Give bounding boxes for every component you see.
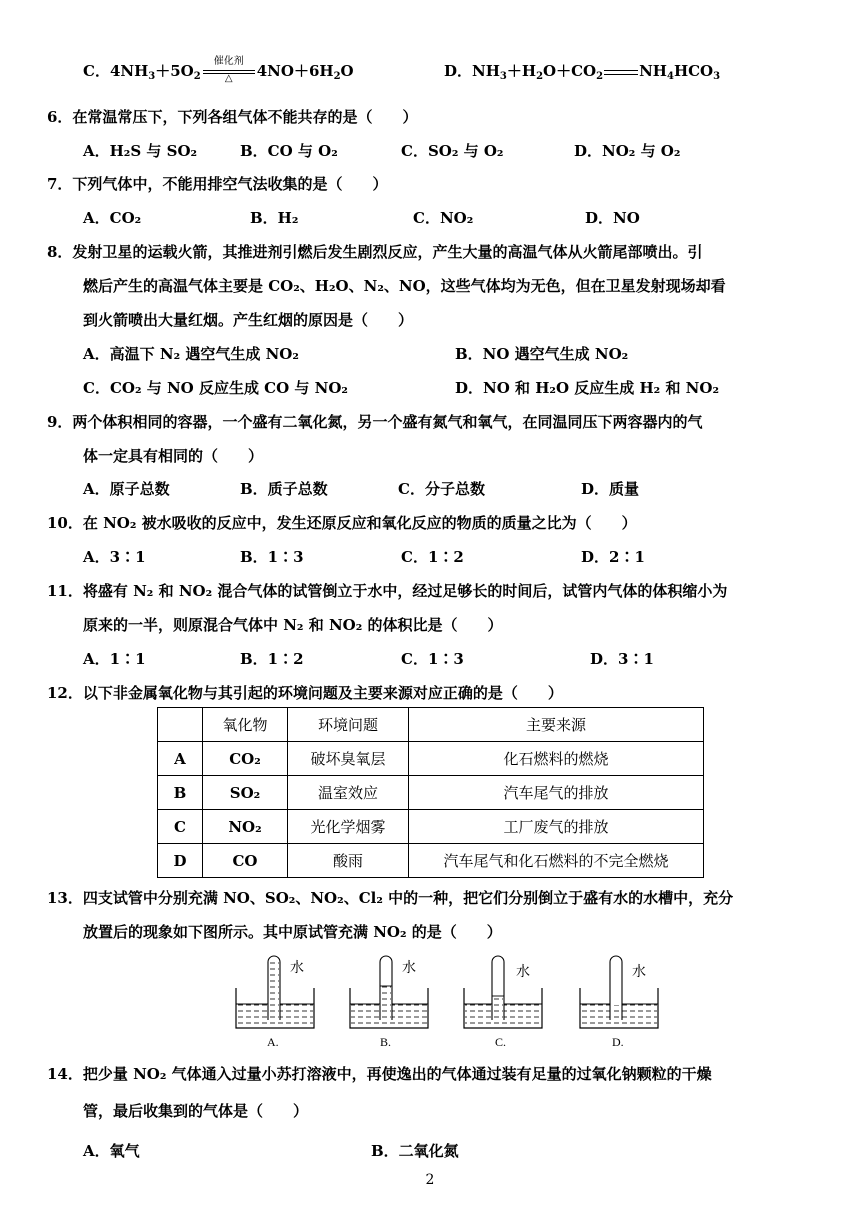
q13-stem-line2: 放置后的现象如下图所示。其中原试管充满 NO₂ 的是（ ） [83, 923, 502, 941]
table-cell: 汽车尾气的排放 [409, 776, 704, 810]
q14-stem-line1: 14．把少量 NO₂ 气体通入过量小苏打溶液中，再使逸出的气体通过装有足量的过氧化钠颗粒的干燥 [47, 1065, 712, 1083]
q14-option-a[interactable]: A．氧气 [83, 1142, 140, 1160]
q5-option-c: C．$4NH_3+5O_2$ 催化剂 △ $4NO+6H_2O$ [83, 56, 354, 84]
water-label: 水 [516, 964, 530, 980]
water-label: 水 [402, 960, 416, 976]
table-cell: SO₂ [203, 776, 288, 810]
tube-a [268, 956, 280, 1020]
q10-option-d[interactable]: D．2∶1 [581, 548, 645, 566]
q9-option-c[interactable]: C．分子总数 [398, 480, 485, 498]
table-cell: 温室效应 [288, 776, 409, 810]
catalyst-condition-arrow [201, 56, 257, 84]
caption-c: C. [495, 1035, 507, 1049]
trough-c [464, 956, 542, 1049]
q11-stem-line1: 11．将盛有 N₂ 和 NO₂ 混合气体的试管倒立于水中，经过足够长的时间后，试管内气体的体积缩小为 [47, 582, 728, 600]
table-cell: A [158, 742, 203, 776]
option-label: D． [444, 62, 473, 80]
table-cell: NO₂ [203, 810, 288, 844]
trough-d [580, 956, 658, 1049]
table-header-cell: 氧化物 [203, 708, 288, 742]
catalyst-label: 催化剂 [213, 56, 244, 67]
q11-option-a[interactable]: A．1∶1 [83, 650, 146, 668]
q8-option-b[interactable]: B．NO 遇空气生成 NO₂ [455, 345, 629, 363]
q14-stem-line2: 管，最后收集到的气体是（ ） [83, 1102, 309, 1120]
q11-stem-line2: 原来的一半，则原混合气体中 N₂ 和 NO₂ 的体积比是（ ） [83, 616, 503, 634]
q10-stem: 10．在 NO₂ 被水吸收的反应中，发生还原反应和氧化反应的物质的质量之比为（ ） [47, 514, 637, 532]
table-cell: CO₂ [203, 742, 288, 776]
q7-option-d[interactable]: D．NO [585, 209, 640, 227]
option-label: C． [83, 62, 110, 80]
table-cell: 工厂废气的排放 [409, 810, 704, 844]
caption-a: A. [267, 1035, 279, 1049]
table-header-cell: 环境问题 [288, 708, 409, 742]
q9-option-a[interactable]: A．原子总数 [83, 480, 170, 498]
q8-stem-line1: 8．发射卫星的运载火箭，其推进剂引燃后发生剧烈反应，产生大量的高温气体从火箭尾部喷出。引 [47, 243, 703, 261]
table-cell: CO [203, 844, 288, 878]
table-row [158, 810, 704, 844]
q13-stem-line1: 13．四支试管中分别充满 NO、SO₂、NO₂、Cl₂ 中的一种，把它们分别倒立于盛有水的水槽中，充分 [47, 889, 734, 907]
table-header-cell: 主要来源 [409, 708, 704, 742]
test-tubes-figure [230, 948, 670, 1050]
q8-option-a[interactable]: A．高温下 N₂ 遇空气生成 NO₂ [83, 345, 299, 363]
tube-d [610, 956, 622, 1020]
q8-option-d[interactable]: D．NO 和 H₂O 反应生成 H₂ 和 NO₂ [455, 379, 720, 397]
q14-option-b[interactable]: B．二氧化氮 [371, 1142, 459, 1160]
table-header-row [158, 708, 704, 742]
q7-option-c[interactable]: C．NO₂ [413, 209, 474, 227]
q11-option-d[interactable]: D．3∶1 [590, 650, 654, 668]
table-row [158, 742, 704, 776]
q7-option-a[interactable]: A．CO₂ [83, 209, 142, 227]
q11-option-c[interactable]: C．1∶3 [401, 650, 464, 668]
q8-option-c[interactable]: C．CO₂ 与 NO 反应生成 CO 与 NO₂ [83, 379, 348, 397]
q6-option-c[interactable]: C．SO₂ 与 O₂ [401, 142, 504, 160]
table-cell: C [158, 810, 203, 844]
q8-stem-line3: 到火箭喷出大量红烟。产生红烟的原因是（ ） [83, 311, 414, 329]
q6-option-b[interactable]: B．CO 与 O₂ [240, 142, 338, 160]
formula-part: O [340, 62, 354, 80]
table-cell: 化石燃料的燃烧 [409, 742, 704, 776]
water-label: 水 [290, 960, 304, 976]
equals-sign [604, 70, 638, 75]
q7-stem: 7．下列气体中，不能用排空气法收集的是（ ） [47, 175, 388, 193]
formula-part: 4NO＋6H [256, 62, 334, 80]
table-cell: 破坏臭氧层 [288, 742, 409, 776]
page-number: 2 [425, 1172, 435, 1188]
q10-option-a[interactable]: A．3∶1 [83, 548, 146, 566]
formula-part: NH [472, 62, 500, 80]
table-cell: B [158, 776, 203, 810]
q10-option-b[interactable]: B．1∶3 [240, 548, 304, 566]
q6-option-a[interactable]: A．H₂S 与 SO₂ [83, 142, 198, 160]
q8-stem-line2: 燃后产生的高温气体主要是 CO₂、H₂O、N₂、NO，这些气体均为无色，但在卫星发射现场却看 [83, 277, 726, 295]
q9-stem-line1: 9．两个体积相同的容器，一个盛有二氧化氮，另一个盛有氮气和氧气，在同温同压下两容器内的气 [47, 413, 703, 431]
trough-a [236, 956, 314, 1049]
q10-option-c[interactable]: C．1∶2 [401, 548, 464, 566]
q7-option-b[interactable]: B．H₂ [250, 209, 299, 227]
oxide-environment-table [157, 707, 704, 878]
caption-d: D. [612, 1035, 624, 1049]
table-row [158, 844, 704, 878]
formula-part: 4NH [109, 62, 149, 80]
table-header-cell [158, 708, 203, 742]
formula-part: HCO [673, 62, 714, 80]
q6-option-d[interactable]: D．NO₂ 与 O₂ [574, 142, 681, 160]
q9-option-d[interactable]: D．质量 [581, 480, 640, 498]
q5-option-d: D．$NH_3+H_2O+CO_2$ $NH_4HCO_3$ [444, 62, 721, 82]
tube-b [380, 956, 392, 1020]
q11-option-b[interactable]: B．1∶2 [240, 650, 304, 668]
table-cell: D [158, 844, 203, 878]
water-label: 水 [632, 964, 646, 980]
table-cell: 酸雨 [288, 844, 409, 878]
q6-stem: 6．在常温常压下，下列各组气体不能共存的是（ ） [47, 108, 418, 126]
heat-symbol: △ [224, 73, 233, 84]
tube-c [492, 956, 504, 1020]
q12-stem: 12．以下非金属氧化物与其引起的环境问题及主要来源对应正确的是（ ） [47, 684, 563, 702]
formula-part: ＋5O [155, 62, 194, 80]
trough-b [350, 956, 428, 1049]
table-row [158, 776, 704, 810]
table-cell: 汽车尾气和化石燃料的不完全燃烧 [409, 844, 704, 878]
formula-part: NH [639, 62, 667, 80]
q9-stem-line2: 体一定具有相同的（ ） [83, 447, 264, 465]
caption-b: B. [380, 1035, 392, 1049]
formula-part: O＋CO [543, 62, 597, 80]
formula-part: ＋H [506, 62, 537, 80]
q9-option-b[interactable]: B．质子总数 [240, 480, 328, 498]
table-cell: 光化学烟雾 [288, 810, 409, 844]
